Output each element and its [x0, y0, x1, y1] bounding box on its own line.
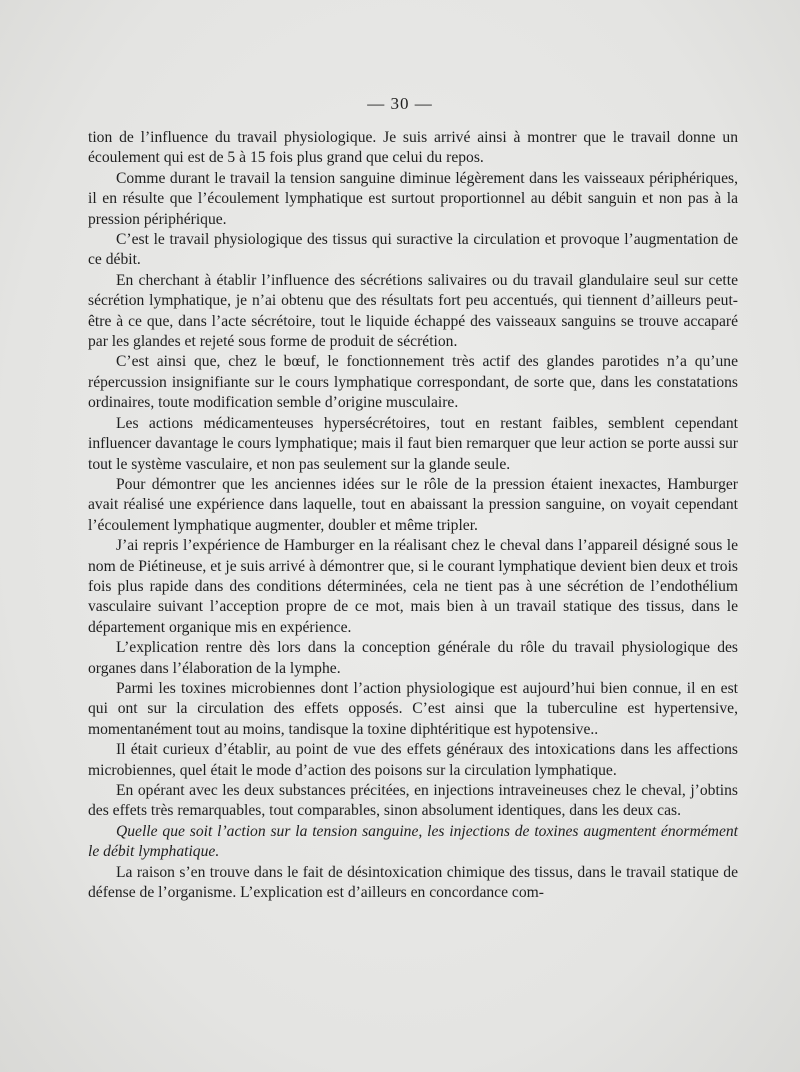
- paragraph-7: Pour démontrer que les anciennes idées sur le rôle de la pression étaient inexactes, Hamburger avait réalisé une expérience dans laquelle, tout en abaissant la pression sanguine, on voyait cependant l’écoulement lymphatique augmenter, doubler et même tripler.: [88, 475, 738, 534]
- paragraph-2: Comme durant le travail la tension sanguine diminue légèrement dans les vaisseaux périphériques, il en résulte que l’écoulement lymphatique est surtout proportionnel au débit sanguin et non pas à la pression périphérique.: [88, 169, 738, 228]
- paragraph-3: C’est le travail physiologique des tissus qui suractive la circulation et provoque l’augmentation de ce débit.: [88, 231, 738, 269]
- paragraph-10: Parmi les toxines microbiennes dont l’action physiologique est aujourd’hui bien connue, il en est qui ont sur la circulation des effets opposés. C’est ainsi que la tuberculine est hypertensive, momentanément tout au moins, tandisque la toxine diphtéritique est hypotensive..: [88, 679, 738, 738]
- paragraph-5: C’est ainsi que, chez le bœuf, le fonctionnement très actif des glandes parotides n’a qu’une répercussion insignifiante sur le cours lymphatique correspondant, de sorte que, dans les constatations ordinaires, toute modification semble d’origine musculaire.: [88, 353, 738, 412]
- paragraph-11: Il était curieux d’établir, au point de vue des effets généraux des intoxications dans les affections microbiennes, quel était le mode d’action des poisons sur la circulation lymphatique.: [88, 741, 738, 779]
- page-number: — 30 —: [367, 94, 433, 113]
- paragraph-8: J’ai repris l’expérience de Hamburger en la réalisant chez le cheval dans l’appareil désigné sous le nom de Piétineuse, et je suis arrivé à démontrer que, si le courant lymphatique devient bien deux et trois fois plus rapide dans des conditions déterminées, cela ne tient pas à une sécrétion de l’endothélium vasculaire suivant l’acception propre de ce mot, mais bien à un travail statique des tissus, dans le département organique mis en expérience.: [88, 537, 738, 636]
- paragraph-12: En opérant avec les deux substances précitées, en injections intraveineuses chez le cheval, j’obtins des effets très remarquables, tout comparables, sinon absolument identiques, dans les deux cas.: [88, 782, 738, 820]
- paragraph-1: tion de l’influence du travail physiologique. Je suis arrivé ainsi à montrer que le travail donne un écoulement qui est de 5 à 15 fois plus grand que celui du repos.: [88, 129, 738, 167]
- paragraph-6: Les actions médicamenteuses hypersécrétoires, tout en restant faibles, semblent cependant influencer davantage le cours lymphatique; mais il faut bien remarquer que leur action se porte aussi sur tout le système vasculaire, et non pas seulement sur la glande seule.: [88, 414, 738, 473]
- paragraph-4: En cherchant à établir l’influence des sécrétions salivaires ou du travail glandulaire seul sur cette sécrétion lymphatique, je n’ai obtenu que des résultats fort peu accentués, qui tiennent d’ailleurs peut-être à ce que, dans l’acte sécrétoire, tout le liquide échappé des vaisseaux sanguins se trouve accaparé par les glandes et rejeté sous forme de produit de sécrétion.: [88, 271, 738, 351]
- paragraph-14: La raison s’en trouve dans le fait de désintoxication chimique des tissus, dans le travail statique de défense de l’organisme. L’explication est d’ailleurs en concordance com-: [88, 863, 738, 902]
- body-text: [88, 128, 738, 903]
- paragraph-9: L’explication rentre dès lors dans la conception générale du rôle du travail physiologique des organes dans l’élaboration de la lymphe.: [88, 639, 738, 677]
- paragraph-13-italic: Quelle que soit l’action sur la tension sanguine, les injections de toxines augmentent énormément le débit lymphatique.: [88, 822, 738, 861]
